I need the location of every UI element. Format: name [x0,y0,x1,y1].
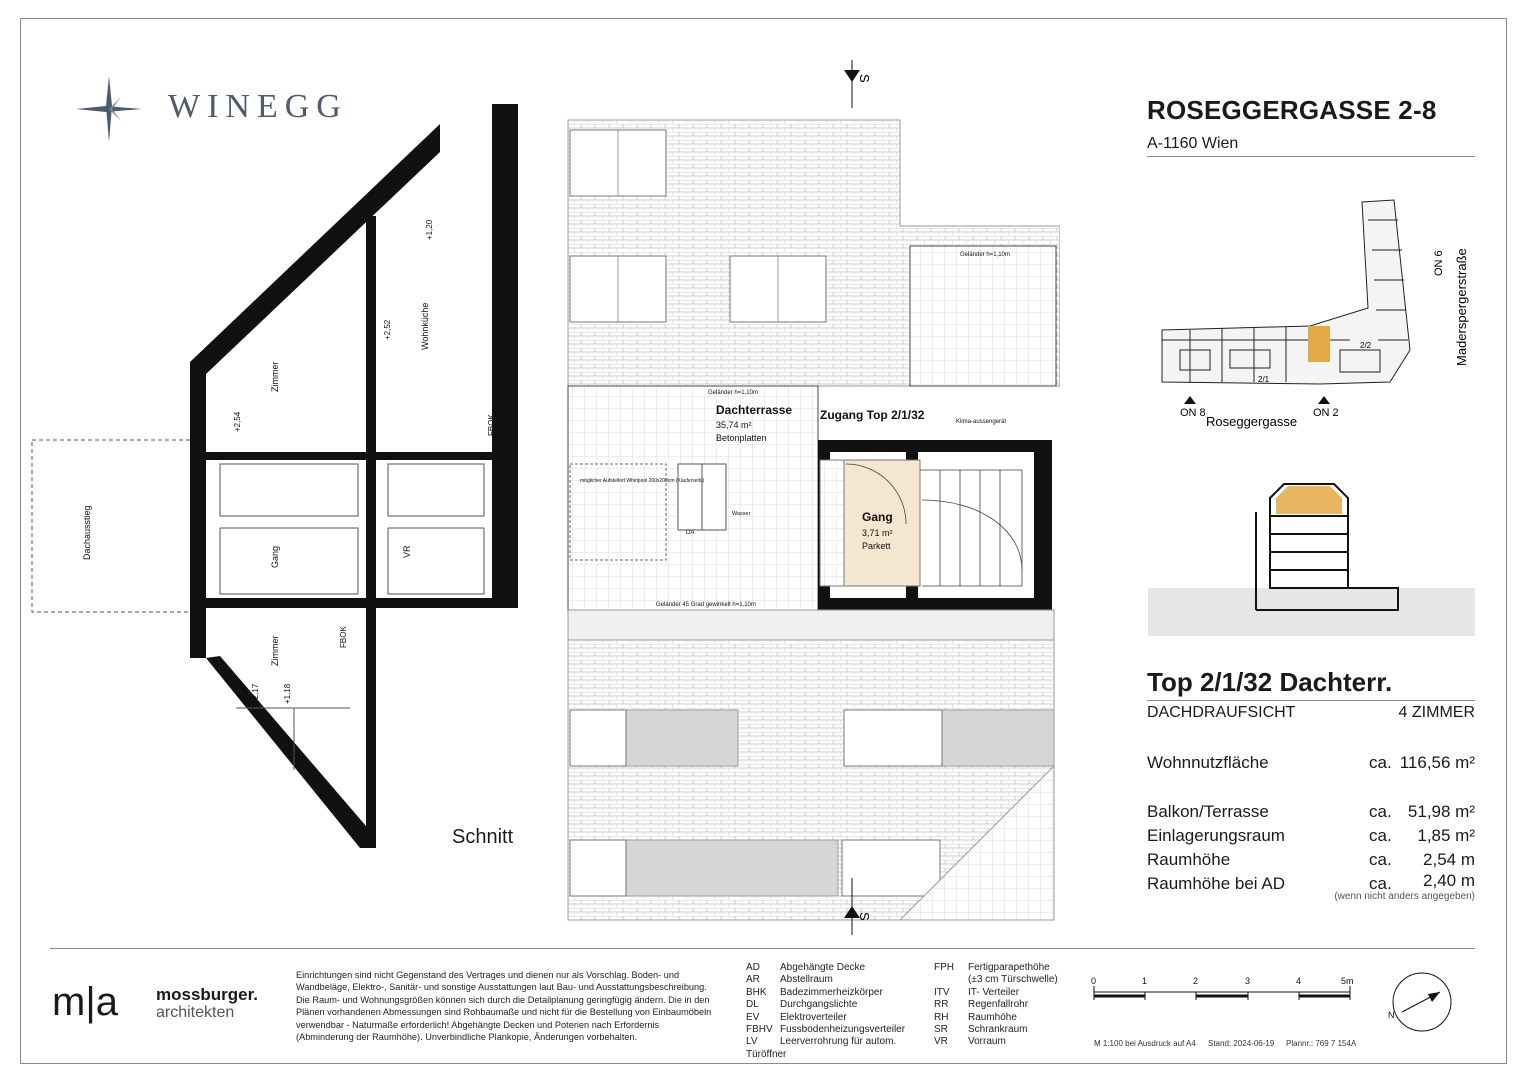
raffstores-bottom: Raffstores [866,602,891,608]
railing-top: Geländer h=1,10m [960,252,1010,258]
height-254: +2,54 [233,411,242,432]
legend-row: BHK Badezimmerheizkörper [746,986,883,998]
height-120: +1,20 [425,219,434,240]
plan-date: Stand: 2024-06-19 [1208,1039,1275,1048]
disclaimer: Einrichtungen sind nicht Gegenstand des Vertrages und dienen nur als Vorschlag. Boden- und Wandbeläge, Elektro-, Sanitär- und sonstige Ausstattungen laut Bau- und Ausstattungsbeschreibung. Die Raum- und Wohnungsgrößen können sich durch die Detailplanung geringfügig ändern. Die in den Plänen vorhandenen Abmessungen sind Rohbaumaße und nicht für die Bestellung von Einbaumöbeln verwendbar - Naturmaße erforderlich! Abgehängte Decken und Poterien nach Erfordernis (Abminderung der Raumhöhe). Unverbindliche Plankopie, Änderungen vorbehalten. [296,970,712,1043]
legend-row: (±3 cm Türschwelle) [968,974,1058,986]
scale-info: M 1:100 bei Ausdruck auf A4 [1094,1039,1196,1048]
legend-right [934,962,1084,1049]
architect-sub: architekten [156,1004,235,1021]
roof-plan [560,60,1060,935]
legend-row: FBHV Fussbodenheizungsverteiler [746,1024,906,1036]
area-ca-2: ca. [1369,826,1392,845]
unit-title: Top 2/1/32 Dachterr. [1147,667,1393,697]
street-roseggergasse: Roseggergasse [1206,414,1298,429]
project-address: A-1160 Wien [1147,135,1239,152]
da-label: DA [686,530,695,536]
section-drawing [30,100,530,860]
access-label: Zugang Top 2/1/32 [820,408,925,422]
area-value-2: 1,85 m² [1417,826,1475,845]
legend-row: SR Schrankraum [934,1024,1028,1036]
mini-section-highlight [1276,486,1342,514]
legend-left [746,962,936,1061]
site-label-on2: ON 2 [1313,407,1339,419]
legend-row: RR Regenfallrohr [934,999,1029,1011]
legend-row: AR Abstellraum [746,974,833,986]
legend-row: AD Abgehängte Decke [746,962,866,973]
gang-material: Parkett [862,541,891,551]
site-label-on8: ON 8 [1180,407,1206,419]
gang-name: Gang [862,510,893,524]
site-label-21: 2/1 [1258,375,1270,384]
mini-section [1148,478,1475,638]
area-label-2: Einlagerungsraum [1147,826,1285,845]
area-value-0: 116,56 m² [1399,753,1475,772]
scale-tick-4: 4 [1296,976,1302,986]
legend-row: EV Elektroverteiler [746,1011,847,1023]
section-room-zimmer-bottom: Zimmer [270,635,280,666]
area-label-1: Balkon/Terrasse [1147,802,1269,821]
project-title: ROSEGGERGASSE 2-8 [1147,95,1437,125]
section-label: Schnitt [452,826,514,848]
rigol-top: Rigol [888,446,901,452]
areas-note: (wenn nicht anders angegeben) [1334,891,1475,902]
street-maderspergerstrasse: Maderspergerstraße [1454,248,1469,366]
area-label-3: Raumhöhe [1147,850,1231,869]
gang-area: 3,71 m² [862,528,893,538]
plan-number: Plannr.: 769 7 154A [1286,1039,1357,1048]
scale-tick-3: 3 [1245,976,1251,986]
height-217: +2,17 [251,683,260,704]
site-label-on6: ON 6 [1433,250,1445,276]
area-value-4: 2,40 m [1423,871,1475,890]
footer-rule [50,948,1475,949]
north-letter: N [1388,1010,1395,1020]
architect-mark: m|a [52,980,118,1024]
header-rule [1147,156,1475,157]
railing-mid: Geländer h=1,10m [708,390,758,396]
legend-row: LV Leerverrohrung für autom. Türöffner [746,1036,897,1060]
area-ca-3: ca. [1369,850,1392,869]
architect-name: mossburger. [156,985,259,1004]
legend-row: RH Raumhöhe [934,1011,1017,1023]
area-label-0: Wohnnutzfläche [1147,753,1269,772]
section-marker-top: S [857,74,872,83]
legend-row: VR Vorraum [934,1036,1006,1048]
scale-tick-0: 0 [1091,976,1097,986]
area-value-3: 2,54 m [1423,850,1475,869]
whirlpool-note: möglicher Aufstellort Whirlpool 200x200cm (Käuferseits) [580,478,705,484]
unit-rule [1147,700,1475,701]
water-label: Wasser [732,511,751,517]
section-room-vr: VR [402,545,412,558]
site-unit-highlight [1308,326,1330,362]
scale-tick-1: 1 [1142,976,1148,986]
terrace-area: 35,74 m² [716,420,752,430]
winegg-logo-text: WINEGG [168,88,348,125]
raffstores-top: Raffstores [850,446,875,452]
section-room-zimmer-top: Zimmer [270,361,280,392]
section-room-wohnkueche: Wohnküche [420,302,430,350]
area-ca-0: ca. [1369,753,1392,772]
area-ca-1: ca. [1369,802,1392,821]
fbok-label-bottom: FBOK [339,626,348,648]
legend-row: ITV IT- Verteiler [934,986,1020,998]
railing-bottom: Geländer 45 Grad gewinkelt h=1,10m [656,602,756,608]
terrace-material: Betonplatten [716,433,767,443]
section-room-gang: Gang [270,545,280,568]
north-arrow-icon [1384,970,1454,1034]
legend-row: FPH Fertigparapethöhe [934,962,1050,973]
height-252: +2,52 [383,319,392,340]
area-label-4: Raumhöhe bei AD [1147,874,1285,893]
legend-row: DL Durchgangslichte [746,999,858,1011]
height-118: +1,18 [283,683,292,704]
scale-bar [1086,972,1362,1006]
area-ca-4: ca. [1369,874,1392,893]
climate-unit: Klima-aussengerät [956,419,1007,425]
site-label-22: 2/2 [1360,341,1372,350]
site-plan [1150,190,1475,430]
section-marker-bottom: S [857,912,872,921]
terrace-name: Dachterrasse [716,403,793,417]
scale-tick-2: 2 [1193,976,1199,986]
unit-view: DACHDRAUFSICHT [1147,704,1296,721]
unit-rooms: 4 ZIMMER [1398,704,1475,721]
fbok-label-top: FBOK [487,414,496,436]
section-room-dachausstieg: Dachausstieg [82,505,92,560]
area-value-1: 51,98 m² [1407,802,1475,821]
scale-tick-5: 5m [1341,976,1354,986]
